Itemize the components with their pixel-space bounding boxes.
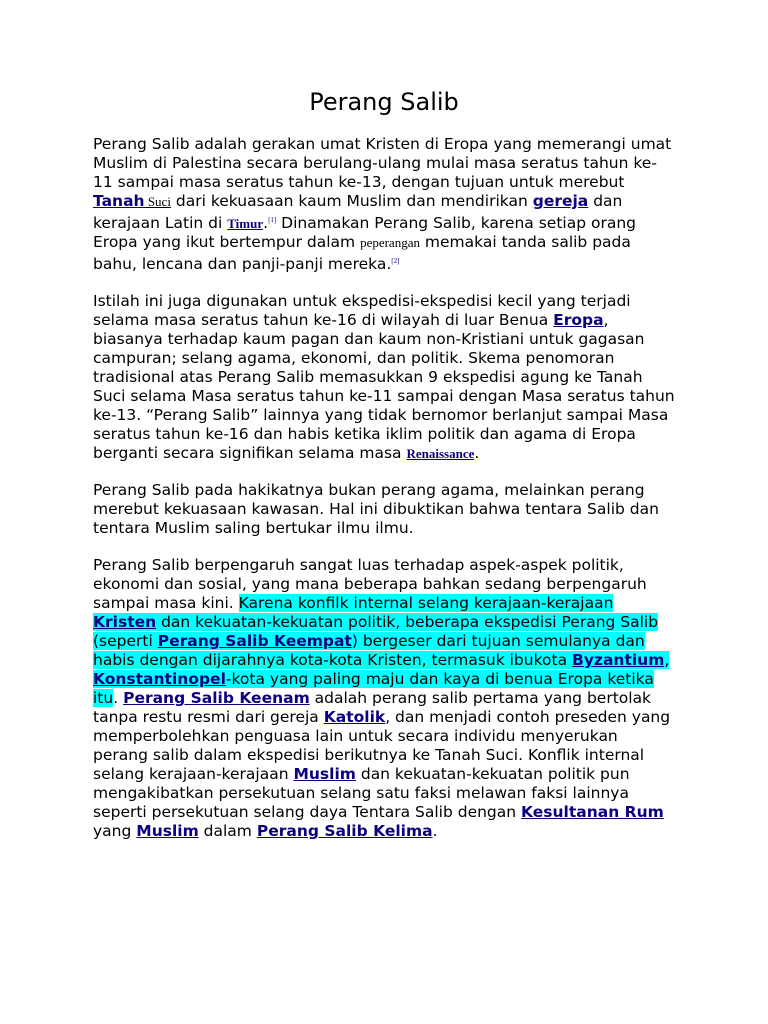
article-body (93, 135, 675, 859)
text: dan kerajaan Latin di (93, 192, 623, 233)
text: , dan menjadi contoh preseden yang memperbolehkan penguasa lain untuk secara individu menyerukan perang salib dalam ekspedisi berikutnya ke Tanah Suci. Konflik internal selang kerajaan-kerajaan (93, 708, 671, 784)
text: dan kekuatan-kekuatan politik pun mengakibatkan persekutuan selang satu faksi melawan faksi lainnya seperti persekutuan selang daya Tentara Salib dengan (93, 765, 630, 822)
paragraph-4 (93, 556, 675, 841)
link-konstantinopel[interactable]: Konstantinopel (93, 670, 226, 689)
highlighted-text: ) bergeser dari tujuan semulanya dan habis dengan dijarahnya kota-kota Kristen, termasuk ibukota (93, 632, 645, 670)
highlighted-text: , (664, 651, 670, 670)
text: Perang Salib pada hakikatnya bukan perang agama, melainkan perang merebut kekuasaan kawasan. Hal ini dibuktikan bahwa tentara Salib dan tentara Muslim saling bertukar ilmu ilmu. (93, 481, 659, 538)
text: yang (93, 822, 137, 841)
link-muslim[interactable]: Muslim (293, 765, 356, 784)
highlighted-text: Karena konfilk internal selang kerajaan-kerajaan (238, 594, 614, 613)
link-perang-salib-kelima[interactable]: Perang Salib Kelima (256, 822, 433, 841)
link-tanah[interactable]: Tanah (93, 192, 145, 210)
text: dalam (198, 822, 257, 841)
highlighted-text: dan kekuatan-kekuatan politik, beberapa ekspedisi Perang Salib (seperti (93, 613, 659, 651)
link-kristen[interactable]: Kristen (93, 613, 157, 632)
text: Perang Salib adalah gerakan umat Kristen di Eropa yang memerangi umat Muslim di Palestina secara berulang-ulang mulai masa seratus tahun ke-11 sampai masa seratus tahun ke-13, dengan tujuan untuk merebut (93, 135, 672, 191)
text: . (113, 689, 124, 708)
link-timur[interactable]: Timur (227, 216, 264, 232)
citation-link[interactable]: [2] (391, 257, 400, 266)
link-muslim[interactable]: Muslim (136, 822, 199, 841)
paragraph-1 (93, 135, 675, 274)
text: . (263, 214, 269, 233)
page-title: Perang Salib (309, 88, 459, 116)
text: Perang Salib berpengaruh sangat luas terhadap aspek-aspek politik, ekonomi dan sosial, yang mana beberapa bahkan sedang berpengaruh sampai masa kini. (93, 556, 647, 613)
text: . (432, 822, 438, 841)
paragraph-2 (93, 292, 675, 463)
text-suci: Suci (144, 194, 171, 209)
text: Istilah ini juga digunakan untuk ekspedisi-ekspedisi kecil yang terjadi selama masa seratus tahun ke-16 di wilayah di luar Benua (93, 292, 631, 330)
paragraph-3 (93, 481, 675, 538)
link-renaissance[interactable]: Renaissance (406, 446, 475, 462)
text: Dinamakan Perang Salib, karena setiap orang Eropa yang ikut bertempur dalam (93, 214, 637, 252)
citation-link[interactable]: [1] (268, 216, 277, 224)
link-katolik[interactable]: Katolik (323, 708, 386, 727)
highlighted-text: -kota yang paling maju dan kaya di benua Eropa ketika itu (93, 670, 654, 708)
link-byzantium[interactable]: Byzantium (572, 651, 665, 670)
link-gereja[interactable]: gereja (532, 192, 589, 210)
text: memakai tanda salib pada bahu, lencana dan panji-panji mereka. (93, 233, 631, 274)
link-perang-salib-keenam[interactable]: Perang Salib Keenam (123, 689, 310, 708)
text: adalah perang salib pertama yang bertolak tanpa restu resmi dari gereja (93, 689, 652, 727)
link-kesultanan-rum[interactable]: Kesultanan Rum (521, 803, 664, 822)
link-eropa[interactable]: Eropa (553, 311, 604, 330)
link-perang-salib-keempat[interactable]: Perang Salib Keempat (157, 632, 352, 651)
text-peperangan: peperangan (360, 235, 420, 251)
text: dari kekuasaan kaum Muslim dan mendirikan (170, 192, 533, 210)
text: . (474, 444, 480, 463)
text: , biasanya terhadap kaum pagan dan kaum non-Kristiani untuk gagasan campuran; selang agama, ekonomi, dan politik. Skema penomoran tradisional atas Perang Salib memasukkan 9 ekspedisi agung ke Tanah Suci selama Masa seratus tahun ke-11 sampai dengan Masa seratus tahun ke-13. “Perang Salib” lainnya yang tidak bernomor berlanjut sampai Masa seratus tahun ke-16 dan habis ketika iklim politik dan agama di Eropa berganti secara signifikan selama masa (93, 311, 675, 463)
